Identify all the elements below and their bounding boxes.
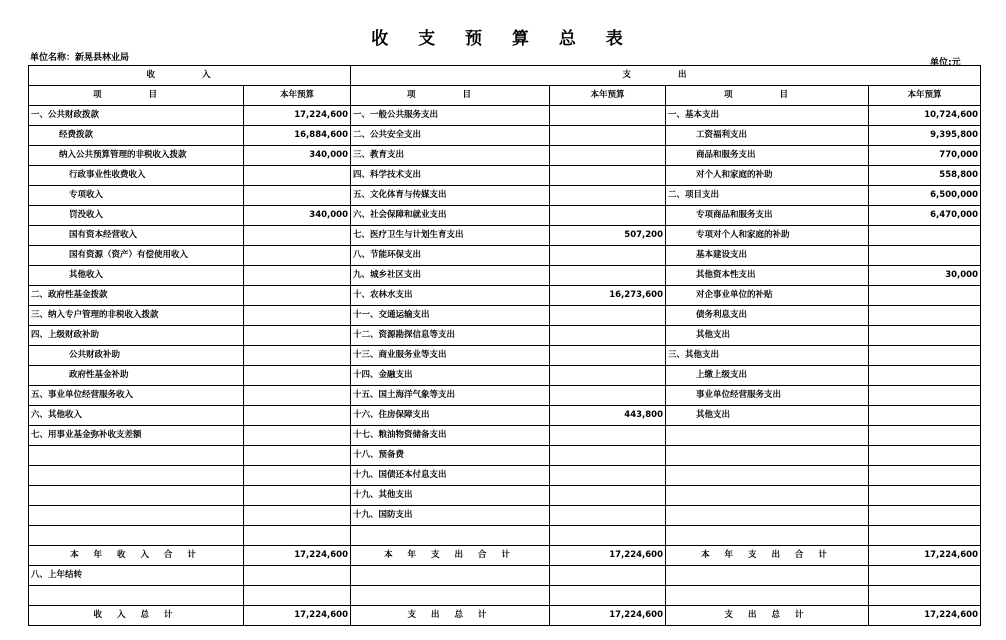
item-header: 项 目 xyxy=(666,86,869,106)
expense-func-item: 十七、粮油物资储备支出 xyxy=(351,426,550,446)
income-item: 国有资本经营收入 xyxy=(29,226,244,246)
income-budget xyxy=(244,446,351,466)
expense-econ-item xyxy=(666,426,869,446)
expense-func-item: 八、节能环保支出 xyxy=(351,246,550,266)
income-budget xyxy=(244,406,351,426)
grand-total-row xyxy=(29,606,981,626)
expense-func-item: 十五、国土海洋气象等支出 xyxy=(351,386,550,406)
expense-func-budget xyxy=(550,246,666,266)
expense-econ-item xyxy=(666,506,869,526)
expense-func-budget xyxy=(550,206,666,226)
expense-econ-budget: 30,000 xyxy=(869,266,981,286)
income-item: 罚没收入 xyxy=(29,206,244,226)
expense-func-budget xyxy=(550,526,666,546)
expense-func-budget xyxy=(550,326,666,346)
page-title: 收 支 预 算 总 表 xyxy=(371,29,635,49)
income-item xyxy=(29,526,244,546)
year-total-row xyxy=(29,546,981,566)
carryover-row xyxy=(29,566,981,586)
income-item: 纳入公共预算管理的非税收入拨款 xyxy=(29,146,244,166)
expense-func-item: 十一、交通运输支出 xyxy=(351,306,550,326)
expense-total-label-2: 支 出 总 计 xyxy=(666,606,869,626)
income-item: 公共财政补助 xyxy=(29,346,244,366)
expense-econ-budget xyxy=(869,366,981,386)
income-item: 其他收入 xyxy=(29,266,244,286)
expense-func-budget xyxy=(550,486,666,506)
income-budget xyxy=(244,506,351,526)
income-item: 三、纳入专户管理的非税收入拨款 xyxy=(29,306,244,326)
expense-func-item: 七、医疗卫生与计划生育支出 xyxy=(351,226,550,246)
expense-func-budget xyxy=(550,106,666,126)
expense-func-budget: 16,273,600 xyxy=(550,286,666,306)
expense-econ-item: 三、其他支出 xyxy=(666,346,869,366)
column-header-row xyxy=(29,86,981,106)
income-budget xyxy=(244,226,351,246)
income-item: 一、公共财政拨款 xyxy=(29,106,244,126)
expense-func-budget: 443,800 xyxy=(550,406,666,426)
income-item: 六、其他收入 xyxy=(29,406,244,426)
expense-func-budget xyxy=(550,306,666,326)
expense-func-item: 六、社会保障和就业支出 xyxy=(351,206,550,226)
item-header: 项 目 xyxy=(29,86,244,106)
item-header: 项 目 xyxy=(351,86,550,106)
expense-econ-budget: 770,000 xyxy=(869,146,981,166)
expense-func-budget xyxy=(550,146,666,166)
expense-func-budget xyxy=(550,126,666,146)
year-expense-total-label: 本 年 支 出 合 计 xyxy=(351,546,550,566)
income-item: 国有资源（资产）有偿使用收入 xyxy=(29,246,244,266)
income-budget xyxy=(244,526,351,546)
expense-econ-budget xyxy=(869,346,981,366)
income-budget xyxy=(244,306,351,326)
income-item xyxy=(29,446,244,466)
table-row xyxy=(29,186,981,206)
income-item: 五、事业单位经营服务收入 xyxy=(29,386,244,406)
expense-func-item: 十、农林水支出 xyxy=(351,286,550,306)
expense-func-item: 十二、资源勘探信息等支出 xyxy=(351,326,550,346)
expense-econ-budget: 10,724,600 xyxy=(869,106,981,126)
income-budget xyxy=(244,266,351,286)
year-income-total-label: 本 年 收 入 合 计 xyxy=(29,546,244,566)
unit-name: 单位名称：新晃县林业局 xyxy=(30,53,130,63)
table-row xyxy=(29,206,981,226)
expense-func-item: 十八、预备费 xyxy=(351,446,550,466)
table-row xyxy=(29,446,981,466)
table-row xyxy=(29,106,981,126)
expense-econ-budget: 6,500,000 xyxy=(869,186,981,206)
expense-econ-budget xyxy=(869,226,981,246)
table-row xyxy=(29,266,981,286)
expense-func-item: 十四、金融支出 xyxy=(351,366,550,386)
table-row xyxy=(29,486,981,506)
expense-func-item xyxy=(351,526,550,546)
expense-econ-budget xyxy=(869,406,981,426)
spacer-row xyxy=(29,586,981,606)
expense-econ-budget xyxy=(869,286,981,306)
expense-econ-budget xyxy=(869,506,981,526)
expense-econ-item: 工资福利支出 xyxy=(666,126,869,146)
income-item: 四、上级财政补助 xyxy=(29,326,244,346)
currency-unit: 单位:元 xyxy=(930,58,961,68)
expense-econ-budget: 558,800 xyxy=(869,166,981,186)
income-item: 行政事业性收费收入 xyxy=(29,166,244,186)
expense-func-budget xyxy=(550,166,666,186)
expense-func-item: 三、教育支出 xyxy=(351,146,550,166)
expense-func-budget xyxy=(550,426,666,446)
expense-econ-item xyxy=(666,526,869,546)
expense-econ-item: 其他支出 xyxy=(666,326,869,346)
expense-econ-budget xyxy=(869,326,981,346)
expense-econ-item: 商品和服务支出 xyxy=(666,146,869,166)
year-expense-total: 17,224,600 xyxy=(550,546,666,566)
income-budget xyxy=(244,346,351,366)
income-item xyxy=(29,486,244,506)
table-row xyxy=(29,246,981,266)
table-row xyxy=(29,406,981,426)
table-row xyxy=(29,326,981,346)
table-row xyxy=(29,346,981,366)
expense-econ-item: 事业单位经营服务支出 xyxy=(666,386,869,406)
year-expense-total-label-2: 本 年 支 出 合 计 xyxy=(666,546,869,566)
income-item xyxy=(29,466,244,486)
income-item xyxy=(29,506,244,526)
table-row xyxy=(29,426,981,446)
expense-econ-item: 基本建设支出 xyxy=(666,246,869,266)
expense-econ-budget: 6,470,000 xyxy=(869,206,981,226)
expense-header: 支 出 xyxy=(351,66,981,86)
expense-func-budget: 507,200 xyxy=(550,226,666,246)
income-header: 收 入 xyxy=(29,66,351,86)
expense-econ-budget xyxy=(869,486,981,506)
expense-econ-item xyxy=(666,446,869,466)
table-row xyxy=(29,146,981,166)
expense-econ-item xyxy=(666,466,869,486)
income-budget: 16,884,600 xyxy=(244,126,351,146)
budget-table xyxy=(28,65,981,626)
expense-econ-budget xyxy=(869,446,981,466)
income-budget xyxy=(244,326,351,346)
income-budget xyxy=(244,426,351,446)
income-budget xyxy=(244,186,351,206)
expense-func-item: 十九、国债还本付息支出 xyxy=(351,466,550,486)
table-row xyxy=(29,226,981,246)
income-total-label: 收 入 总 计 xyxy=(29,606,244,626)
expense-func-item: 十六、住房保障支出 xyxy=(351,406,550,426)
expense-econ-item: 一、基本支出 xyxy=(666,106,869,126)
section-header-row xyxy=(29,66,981,86)
expense-func-item: 五、文化体育与传媒支出 xyxy=(351,186,550,206)
income-budget xyxy=(244,486,351,506)
expense-func-item: 十三、商业服务业等支出 xyxy=(351,346,550,366)
income-item: 二、政府性基金拨款 xyxy=(29,286,244,306)
expense-econ-item xyxy=(666,486,869,506)
expense-total: 17,224,600 xyxy=(550,606,666,626)
expense-func-budget xyxy=(550,366,666,386)
income-budget xyxy=(244,366,351,386)
table-row xyxy=(29,286,981,306)
income-item: 专项收入 xyxy=(29,186,244,206)
carryover-label: 八、上年结转 xyxy=(29,566,244,586)
expense-econ-item: 二、项目支出 xyxy=(666,186,869,206)
income-item: 政府性基金补助 xyxy=(29,366,244,386)
income-budget xyxy=(244,166,351,186)
table-row xyxy=(29,366,981,386)
table-row xyxy=(29,126,981,146)
expense-econ-budget xyxy=(869,526,981,546)
expense-econ-item: 对个人和家庭的补助 xyxy=(666,166,869,186)
table-row xyxy=(29,506,981,526)
income-item: 经费拨款 xyxy=(29,126,244,146)
expense-func-item: 十九、国防支出 xyxy=(351,506,550,526)
expense-func-budget xyxy=(550,466,666,486)
expense-total-2: 17,224,600 xyxy=(869,606,981,626)
income-item: 七、用事业基金弥补收支差额 xyxy=(29,426,244,446)
table-row xyxy=(29,466,981,486)
expense-econ-budget xyxy=(869,306,981,326)
income-budget xyxy=(244,246,351,266)
income-budget xyxy=(244,286,351,306)
expense-func-budget xyxy=(550,506,666,526)
expense-func-item: 十九、其他支出 xyxy=(351,486,550,506)
table-row xyxy=(29,386,981,406)
expense-econ-budget xyxy=(869,386,981,406)
expense-func-item: 一、一般公共服务支出 xyxy=(351,106,550,126)
expense-econ-budget: 9,395,800 xyxy=(869,126,981,146)
expense-func-budget xyxy=(550,266,666,286)
expense-econ-budget xyxy=(869,426,981,446)
income-total: 17,224,600 xyxy=(244,606,351,626)
expense-econ-item: 专项对个人和家庭的补助 xyxy=(666,226,869,246)
expense-total-label: 支 出 总 计 xyxy=(351,606,550,626)
table-row xyxy=(29,306,981,326)
budget-header: 本年预算 xyxy=(550,86,666,106)
expense-econ-item: 上缴上级支出 xyxy=(666,366,869,386)
expense-econ-item: 其他资本性支出 xyxy=(666,266,869,286)
table-row xyxy=(29,526,981,546)
budget-header: 本年预算 xyxy=(244,86,351,106)
year-income-total: 17,224,600 xyxy=(244,546,351,566)
expense-econ-budget xyxy=(869,466,981,486)
expense-econ-item: 专项商品和服务支出 xyxy=(666,206,869,226)
expense-econ-item: 债务利息支出 xyxy=(666,306,869,326)
expense-func-item: 九、城乡社区支出 xyxy=(351,266,550,286)
year-expense-total-2: 17,224,600 xyxy=(869,546,981,566)
income-budget: 340,000 xyxy=(244,146,351,166)
expense-func-item: 四、科学技术支出 xyxy=(351,166,550,186)
expense-func-budget xyxy=(550,346,666,366)
expense-econ-item: 其他支出 xyxy=(666,406,869,426)
income-budget: 340,000 xyxy=(244,206,351,226)
income-budget: 17,224,600 xyxy=(244,106,351,126)
budget-header: 本年预算 xyxy=(869,86,981,106)
expense-func-budget xyxy=(550,446,666,466)
expense-econ-budget xyxy=(869,246,981,266)
expense-func-budget xyxy=(550,386,666,406)
expense-func-budget xyxy=(550,186,666,206)
income-budget xyxy=(244,386,351,406)
income-budget xyxy=(244,466,351,486)
table-row xyxy=(29,166,981,186)
expense-func-item: 二、公共安全支出 xyxy=(351,126,550,146)
expense-econ-item: 对企事业单位的补贴 xyxy=(666,286,869,306)
